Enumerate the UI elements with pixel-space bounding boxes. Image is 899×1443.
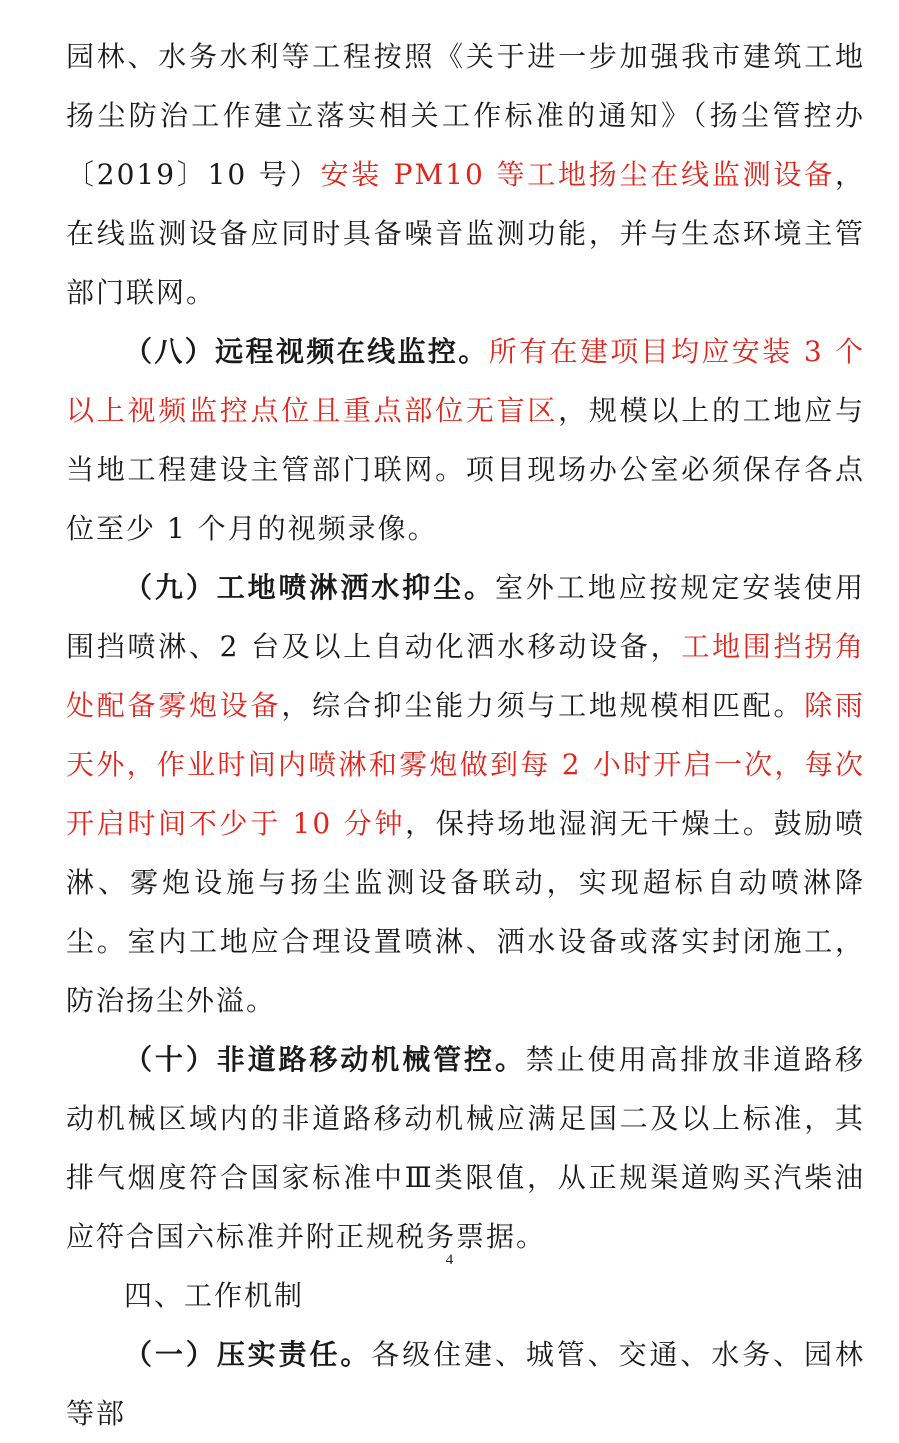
paragraph-video-monitoring bbox=[66, 322, 865, 558]
page-number: 4 bbox=[445, 1252, 454, 1268]
highlighted-requirement: 所有在建项目均应安装 3 个以上视频监控点位且重点部位无盲区 bbox=[66, 335, 865, 427]
paragraph-text: 室外工地应按规定安装使用围挡喷淋、2 台及以上自动化洒水移动设备， bbox=[66, 571, 865, 663]
paragraph-text: ，综合抑尘能力须与工地规模相匹配。 bbox=[281, 689, 805, 722]
paragraph-text: 各级住建、城管、交通、水务、园林等部 bbox=[66, 1338, 865, 1430]
paragraph-text: ，在线监测设备应同时具备噪音监测功能，并与生态环境主管部门联网。 bbox=[66, 158, 865, 309]
paragraph-text: ，保持场地湿润无干燥土。鼓励喷淋、雾炮设施与扬尘监测设备联动，实现超标自动喷淋降尘。室内工地应合理设置喷淋、洒水设备或落实封闭施工，防治扬尘外溢。 bbox=[66, 807, 865, 1017]
highlighted-requirement: 工地围挡拐角处配备雾炮设备 bbox=[66, 630, 865, 722]
highlighted-requirement: 除雨天外，作业时间内喷淋和雾炮做到每 2 小时开启一次，每次开启时间不少于 10 分钟 bbox=[66, 689, 865, 840]
paragraph-machinery-control bbox=[66, 1030, 865, 1266]
item-heading: （八）远程视频在线监控。 bbox=[124, 335, 489, 368]
paragraph-text: 园林、水务水利等工程按照《关于进一步加强我市建筑工地扬尘防治工作建立落实相关工作标准的通知》（扬尘管控办〔2019〕10 号） bbox=[66, 40, 865, 191]
paragraph-responsibility bbox=[66, 1325, 865, 1443]
item-heading: （十）非道路移动机械管控。 bbox=[124, 1043, 526, 1076]
section-title: 四、工作机制 bbox=[124, 1279, 305, 1312]
paragraph-dust-monitoring bbox=[66, 27, 865, 322]
paragraph-text: ，规模以上的工地应与当地工程建设主管部门联网。项目现场办公室必须保存各点位至少 1 个月的视频录像。 bbox=[66, 394, 865, 545]
item-heading: （一）压实责任。 bbox=[124, 1338, 372, 1371]
item-heading: （九）工地喷淋洒水抑尘。 bbox=[124, 571, 495, 604]
highlighted-requirement: 安装 PM10 等工地扬尘在线监测设备 bbox=[320, 158, 835, 191]
paragraph-spray-dust-suppression bbox=[66, 558, 865, 1030]
paragraph-text: 禁止使用高排放非道路移动机械区域内的非道路移动机械应满足国二及以上标准，其排气烟度符合国家标准中Ⅲ类限值，从正规渠道购买汽柴油应符合国六标准并附正规税务票据。 bbox=[66, 1043, 865, 1253]
